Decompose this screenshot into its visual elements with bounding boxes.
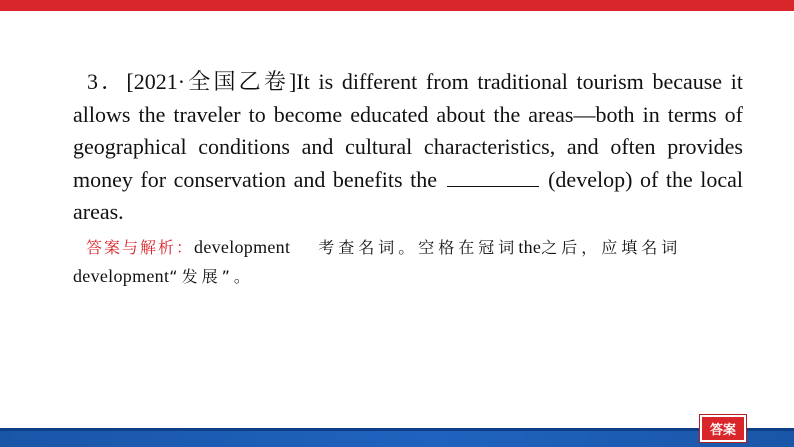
footer-stripe [0, 428, 794, 431]
explanation-article: the [518, 237, 542, 257]
answer-button[interactable] [700, 415, 746, 442]
explanation-part-1: 考查名词。空格在冠词 [318, 238, 519, 257]
explanation-word: development [73, 266, 170, 286]
answer-explanation [73, 233, 743, 291]
answer-key: development [194, 237, 291, 257]
question-hint: (develop) [548, 166, 633, 192]
top-accent-bar [0, 0, 794, 11]
question-source: [2021·全国乙卷] [126, 69, 297, 94]
bottom-footer-bar [0, 428, 794, 447]
answer-button-label: 答案 [709, 423, 736, 438]
question-paragraph [73, 66, 743, 229]
explanation-part-2: 之后，应填名词 [541, 238, 682, 257]
explanation-part-3: “发展”。 [169, 267, 254, 286]
question-text-after: of the local areas. [73, 166, 744, 224]
question-text-before: It is different from traditional tourism because it allows the traveler to become educated about the areas—both in terms of geographical conditions and cultural characteristics, and often provides money for conservation and benefits the [73, 69, 743, 192]
answer-label: 答案与解析： [86, 238, 195, 257]
question-number: 3． [87, 69, 127, 94]
answer-blank [447, 168, 539, 187]
